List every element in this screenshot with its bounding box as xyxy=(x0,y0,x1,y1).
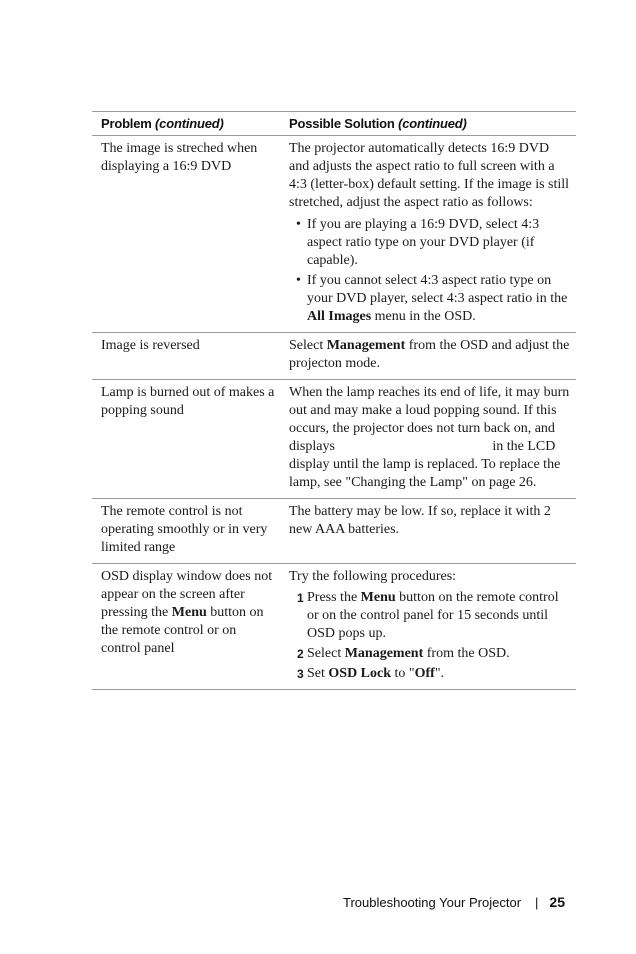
problem-cell: Lamp is burned out of makes a popping sound xyxy=(101,385,275,418)
problem-cell: Image is reversed xyxy=(101,338,200,353)
solution-cell: Select Management from the OSD and adjust the projecton mode. xyxy=(289,338,570,371)
step-item: 3 Set OSD Lock to "Off". xyxy=(297,666,445,681)
problem-header: Problem (continued) xyxy=(101,116,224,131)
table-row xyxy=(92,333,576,380)
solution-intro: The projector automatically detects 16:9 DVD and adjusts the aspect ratio to full screen with a 4:3 (letter-box) default setting. If the image is still stretched, adjust the aspect ratio as follows: xyxy=(289,141,570,210)
page-number: 25 xyxy=(549,894,565,910)
solution-cell: When the lamp reaches its end of life, it may burn out and may make a loud popping sound. If this occurs, the projector does not turn back on, and displays in the LCD display until the lamp is replaced. To replace the lamp, see "Changing the Lamp" on page 26. xyxy=(289,385,573,490)
solution-bullet-list xyxy=(289,216,572,326)
footer-separator: | xyxy=(535,894,539,910)
step-item: 1 Press the Menu button on the remote control or on the control panel for 15 seconds until OSD pops up. xyxy=(297,590,559,641)
problem-cell: The image is streched when displaying a 16:9 DVD xyxy=(101,141,258,174)
table-row xyxy=(92,136,576,333)
footer-title: Troubleshooting Your Projector xyxy=(343,894,522,910)
solution-header: Possible Solution (continued) xyxy=(289,116,467,131)
solution-cell xyxy=(285,136,576,332)
problem-cell: The remote control is not operating smoothly or in very limited range xyxy=(101,504,268,555)
bullet-item: • If you cannot select 4:3 aspect ratio type on your DVD player, select 4:3 aspect ratio in the All Images menu in the OSD. xyxy=(289,272,572,326)
step-number: 2 xyxy=(297,647,304,661)
solution-intro: Try the following procedures: xyxy=(289,569,457,584)
table-row xyxy=(92,380,576,499)
table-row xyxy=(92,564,576,690)
step-number: 3 xyxy=(297,667,304,681)
table-row xyxy=(92,499,576,564)
page-footer xyxy=(343,892,565,912)
step-number: 1 xyxy=(297,591,304,605)
problem-cell: OSD display window does not appear on the screen after pressing the Menu button on the remote control or on control panel xyxy=(101,569,273,656)
step-item: 2 Select Management from the OSD. xyxy=(297,646,510,661)
solution-cell xyxy=(285,564,576,689)
solution-cell: The battery may be low. If so, replace it with 2 new AAA batteries. xyxy=(289,504,551,537)
bullet-item: • If you are playing a 16:9 DVD, select 4:3 aspect ratio type on your DVD player (if capable). xyxy=(289,216,572,270)
procedure-steps xyxy=(289,589,572,683)
troubleshooting-table xyxy=(92,111,576,690)
table-header-row xyxy=(92,111,576,136)
